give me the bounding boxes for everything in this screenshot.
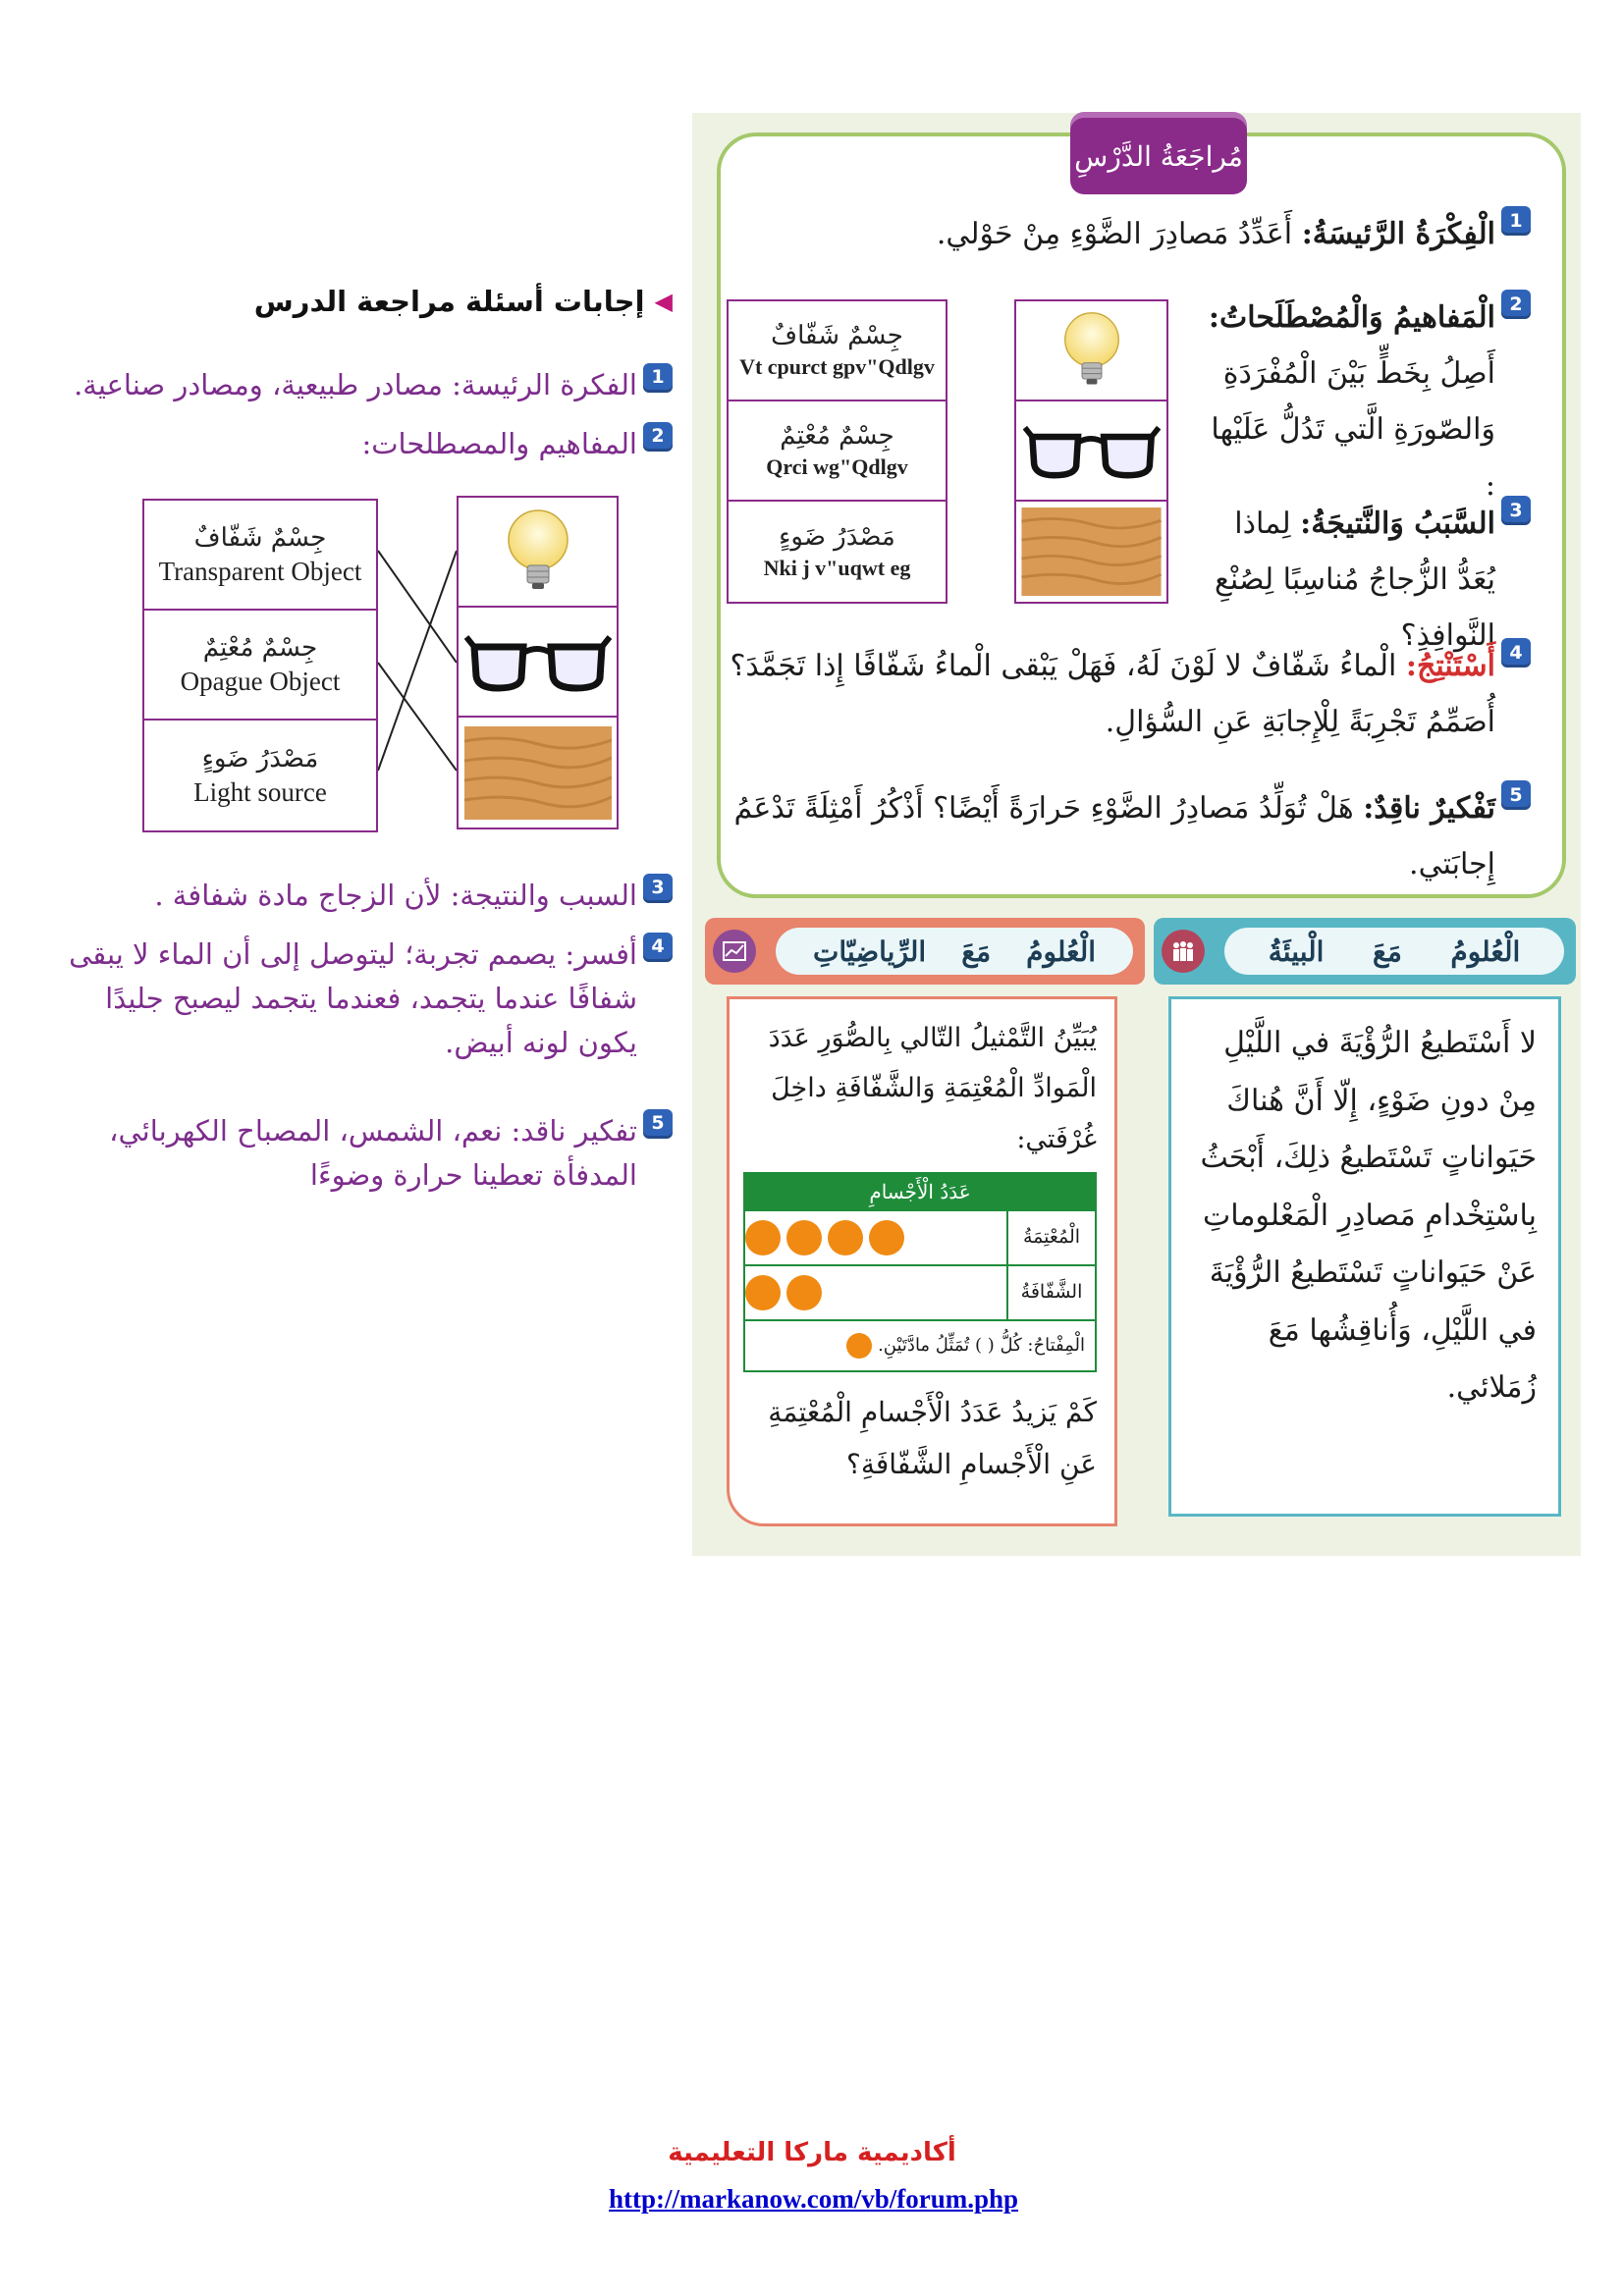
science-math-banner: [705, 918, 1145, 985]
pictograph-dot: [786, 1220, 822, 1255]
match-word-cell: [144, 611, 376, 721]
number-badge-2: 2: [1501, 290, 1531, 319]
pictograph-row: [745, 1266, 1095, 1321]
math-question-text: كَمْ يَزيدُ عَدَدُ الْأَجْسامِ الْمُعْتِمَةِ عَنِ الْأَجْسامِ الشَّفّافَةِ؟: [768, 1395, 1097, 1481]
question-word-en: Qrci wg"Qdlgv: [766, 454, 908, 479]
question-2: [1197, 290, 1531, 513]
answer-match-images: [457, 496, 619, 829]
question-2-text: أَصِلُ بِخَطٍّ بَيْنَ الْمُفْرَدَةِ وَالصّورَةِ الَّتي تَدُلُّ عَلَيْها :: [1211, 356, 1495, 503]
pictograph-title: عَدَدُ الْأَجْسامِ: [745, 1174, 1095, 1211]
footer-academy-name: أكاديمية ماركا التعليمية: [668, 2138, 956, 2167]
matching-lines: [378, 496, 457, 829]
pictograph-row-label: الْمُعْتِمَةُ: [1006, 1211, 1095, 1264]
question-5: [726, 780, 1531, 892]
number-badge-4: 4: [643, 933, 673, 962]
match-word-en: Transparent Object: [158, 556, 362, 586]
match-word-cell: [144, 501, 376, 611]
question-match-images: [1014, 299, 1168, 604]
question-word-en: Vt cpurct gpv"Qdlgv: [739, 354, 935, 379]
answer-3-text: السبب والنتيجة: لأن الزجاج مادة شفافة .: [154, 879, 637, 912]
match-word-cell: [144, 721, 376, 830]
pictograph-dot: [745, 1220, 781, 1255]
number-badge-3: 3: [1501, 496, 1531, 525]
question-2-label: الْمَفاهيمُ وَالْمُصْطَلَحاتُ:: [1208, 300, 1495, 335]
pictograph-key: [745, 1321, 1095, 1370]
question-word-cell: [729, 401, 946, 502]
number-badge-5: 5: [1501, 780, 1531, 810]
eyeglasses-image: [1016, 401, 1166, 502]
question-1-label: الْفِكْرَةُ الرَّئيسَةُ:: [1301, 217, 1495, 251]
number-badge-3: 3: [643, 874, 673, 903]
pictograph-row-values: [745, 1211, 1006, 1264]
banner-pill: [776, 928, 1133, 975]
number-badge-4: 4: [1501, 638, 1531, 667]
key-dot-icon: [846, 1333, 872, 1359]
answers-title: [59, 285, 673, 318]
question-1: [745, 206, 1531, 262]
question-1-text: أَعَدِّدُ مَصادِرَ الضَّوْءِ مِنْ حَوْلي.: [936, 217, 1293, 251]
number-badge-1: 1: [1501, 206, 1531, 236]
environment-activity-text: لا أَسْتَطيعُ الرُّؤْيَةَ في اللَّيْلِ مِنْ دونِ ضَوْءٍ، إِلّا أَنَّ هُناكَ حَيَواناتٍ تَسْتَطيعُ ذلِكَ، أَبْحَثُ بِاسْتِخْدامِ مَصادِرِ الْمَعْلوماتِ عَنْ حَيَواناتٍ تَسْتَطيعُ الرُّؤْيَةَ في اللَّيْلِ، وَأُناقِشُها مَعَ زُمَلائي.: [1200, 1026, 1537, 1405]
science-environment-banner: [1154, 918, 1576, 985]
lightbulb-icon: [484, 503, 592, 601]
question-word-ar: مَصْدَرُ ضَوءٍ: [779, 522, 895, 552]
answers-title-text: إجابات أسئلة مراجعة الدرس: [253, 285, 645, 318]
question-4: [726, 638, 1531, 750]
number-badge-2: 2: [643, 422, 673, 452]
number-badge-1: 1: [643, 363, 673, 393]
lightbulb-icon: [1043, 305, 1141, 396]
question-5-label: تَفْكيرٌ ناقِدٌ:: [1363, 791, 1495, 826]
question-match-words: [727, 299, 947, 604]
question-word-en: Nki j v"uqwt eg: [763, 556, 911, 580]
question-5-text: هَلْ تُوَلِّدُ مَصادِرُ الضَّوْءِ حَرارَةً أَيْضًا؟ أَذْكُرُ أَمْثِلَةً تَدْعَمُ إِجابَتي.: [733, 791, 1495, 881]
pictograph-dot: [828, 1220, 863, 1255]
eyeglasses-icon: [464, 617, 612, 706]
answer-5: [59, 1109, 673, 1198]
pictograph-dot: [869, 1220, 904, 1255]
answer-3: [59, 874, 673, 918]
footer-forum-link[interactable]: http://markanow.com/vb/forum.php: [609, 2184, 1019, 2214]
math-intro-text: يُبَيِّنُ التَّمْثيلُ التّالي بِالصُّوَرِ عَدَدَ الْمَوادِّ الْمُعْتِمَةِ وَالشَّفّافَةِ داخِلَ غُرْفَتي:: [768, 1023, 1097, 1154]
answer-1-text: الفكرة الرئيسة: مصادر طبيعية، ومصادر صناعية.: [74, 368, 637, 401]
math-activity-box: [727, 996, 1117, 1526]
pictograph-dot: [786, 1275, 822, 1310]
lightbulb-image: [1016, 301, 1166, 401]
answer-2-text: المفاهيم والمصطلحات:: [361, 427, 637, 460]
answer-5-text: تفكير ناقد: نعم، الشمس، المصباح الكهربائي، المدفأة تعطينا حرارة وضوءًا: [109, 1114, 637, 1192]
answer-4-text: أفسر: يصمم تجربة؛ ليتوصل إلى أن الماء لا يبقى شفافًا عندما يتجمد، فعندما يتجمد ليصبح جليدًا يكون لونه أبيض.: [69, 937, 637, 1059]
pictograph-row-values: [745, 1266, 1006, 1319]
answer-match-words: [142, 499, 378, 832]
question-word-ar: جِسْمٌ شَفّافٌ: [771, 321, 903, 350]
answer-4: [59, 933, 673, 1065]
number-badge-5: 5: [643, 1109, 673, 1139]
banner-science-label: الْعُلومُ: [1450, 934, 1521, 968]
banner-science-label: الْعُلومُ: [1026, 934, 1096, 968]
pictograph-dot: [745, 1275, 781, 1310]
pictograph-row: [745, 1211, 1095, 1266]
match-word-ar: مَصْدَرُ ضَوءٍ: [201, 743, 319, 774]
people-icon: [1162, 930, 1205, 973]
wood-texture: [1020, 507, 1163, 596]
chart-icon: [713, 930, 756, 973]
match-word-ar: جِسْمٌ شَفّافٌ: [193, 522, 327, 553]
match-word-en: Opague Object: [180, 666, 341, 696]
pictograph-table: [743, 1172, 1097, 1372]
lightbulb-image: [459, 498, 617, 608]
banner-with-label: مَعَ: [961, 934, 992, 968]
wood-image: [459, 718, 617, 828]
wood-texture: [464, 726, 612, 820]
question-3-label: السَّبَبُ وَالنَّتيجَةُ:: [1300, 507, 1495, 541]
wood-image: [1016, 502, 1166, 602]
eyeglasses-icon: [1023, 409, 1161, 492]
banner-math-label: الرِّياضِيّاتِ: [813, 934, 927, 968]
question-4-text: الْماءُ شَفّافٌ لا لَوْنَ لَهُ، فَهَلْ يَبْقى الْماءُ شَفّافًا إِذا تَجَمَّدَ؟ أُصَمِّمُ تَجْرِبَةً لِلْإِجابَةِ عَنِ السُّؤالِ.: [730, 649, 1495, 739]
pointer-arrow-icon: ◀: [654, 288, 673, 315]
question-3-text: لِماذا يُعَدُّ الزُّجاجُ مُناسِبًا لِصُنْعِ النَّوافِذِ؟: [1214, 507, 1495, 653]
environment-activity-box: [1168, 996, 1561, 1517]
eyeglasses-image: [459, 608, 617, 718]
question-4-label: أَسْتَنْتِجُ:: [1405, 649, 1495, 683]
question-word-cell: [729, 301, 946, 401]
banner-with-label: مَعَ: [1372, 934, 1402, 968]
question-word-ar: جِسْمٌ مُعْتِمٌ: [780, 421, 894, 451]
match-word-en: Light source: [193, 776, 327, 807]
pictograph-key-text: الْمِفْتاحُ: كُلُّ ( ) تُمَثِّلُ مادَّتَيْنِ.: [878, 1335, 1085, 1357]
pictograph-row-label: الشَّفّافَةُ: [1006, 1266, 1095, 1319]
question-word-cell: [729, 502, 946, 602]
answer-1: [59, 363, 673, 407]
lesson-review-tab: مُراجَعَةُ الدَّرْسِ: [1070, 118, 1247, 194]
answer-2: [59, 422, 673, 466]
match-word-ar: جِسْمٌ مُعْتِمٌ: [202, 632, 318, 663]
banner-pill: [1224, 928, 1564, 975]
banner-environment-label: الْبيئَةُ: [1268, 934, 1325, 968]
